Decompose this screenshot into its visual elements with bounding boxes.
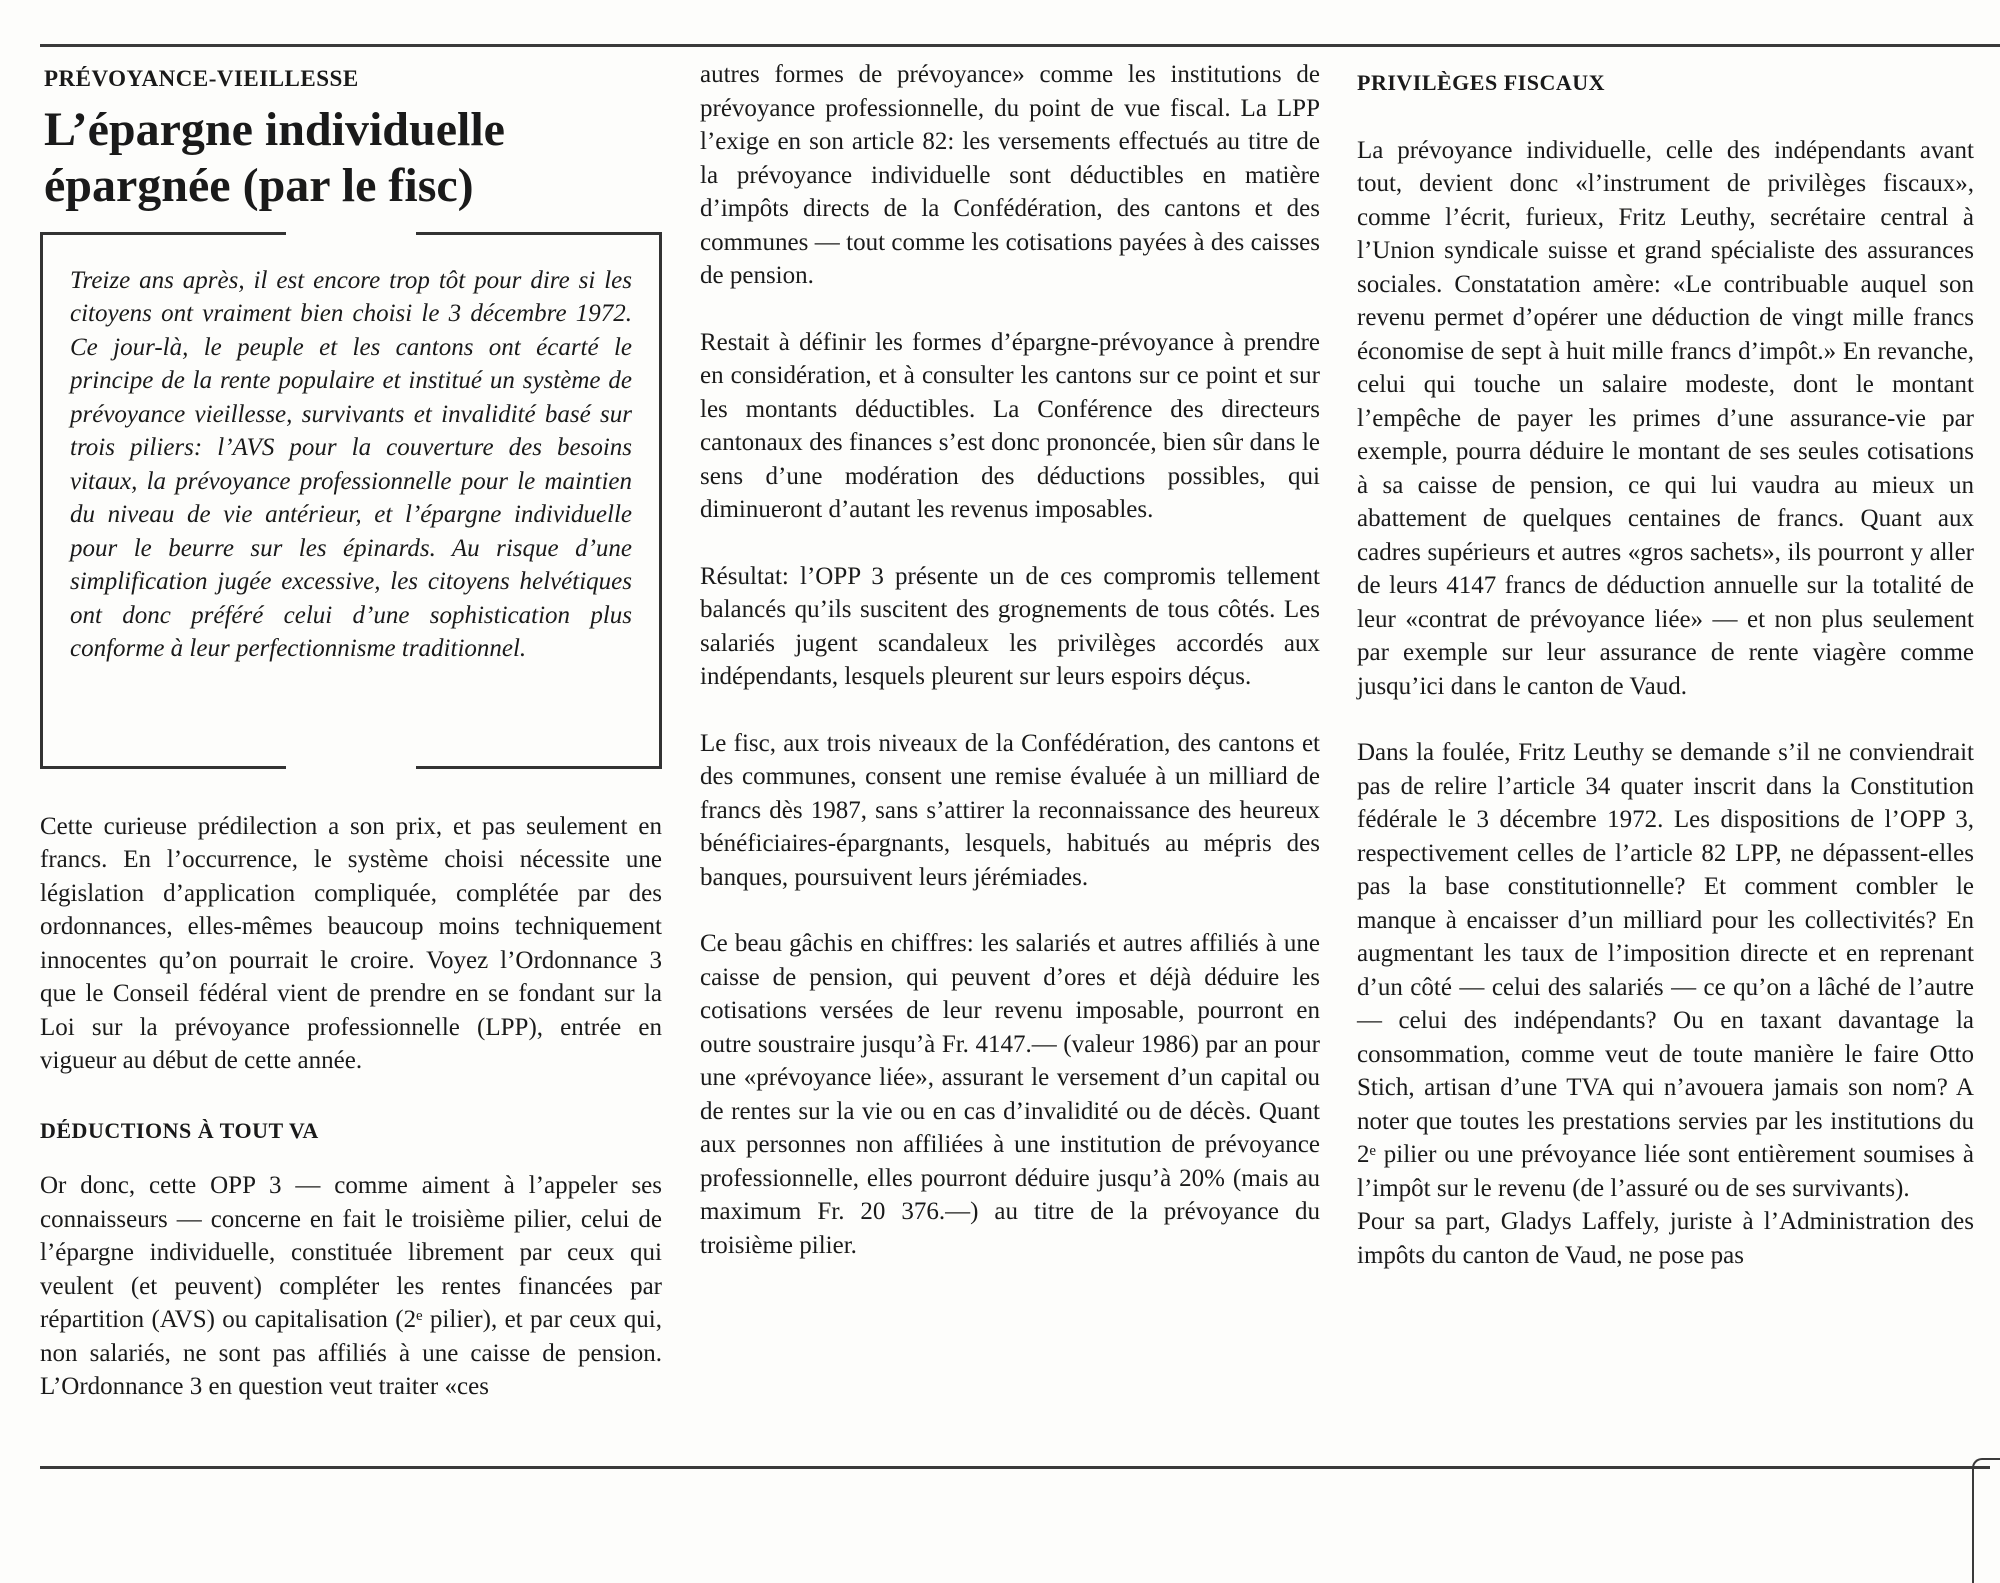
headline-line-2: épargnée (par le fisc): [44, 158, 474, 212]
top-rule: [40, 44, 2000, 47]
lead-box: [40, 232, 662, 782]
bottom-rule: [40, 1466, 1990, 1469]
subheading-deductions: DÉDUCTIONS À TOUT VA: [40, 1117, 319, 1143]
box-border-top-left: [40, 232, 286, 235]
box-border-bottom-left: [40, 766, 286, 769]
paragraph: La prévoyance individuelle, celle des indépendants avant tout, devient donc «l’instrument de privilèges fiscaux», comme l’écrit, furieux, Fritz Leuthy, secrétaire central à l’Union syndicale suisse et grand spécialiste des assurances sociales. Constatation amère: «Le contribuable auquel son revenu permet d’opérer une déduction de vingt mille francs économise de sept à huit mille francs d’impôt.» En revanche, celui qui touche un salaire modeste, dont le montant l’empêche de payer les primes d’une assurance-vie par exemple, pourra déduire le montant de ses seules cotisations à sa caisse de pension, ce qui lui vaudra au mieux un abattement de quelques centaines de francs. Quant aux cadres supérieurs et autres «gros sachets», ils pourront y aller de leurs 4147 francs de déduction annuelle sur la totalité de leur «contrat de prévoyance liée» — et non plus seulement par exemple sur leur assurance de rente viagère comme jusqu’ici dans le canton de Vaud.: [1357, 136, 1974, 700]
box-border-bottom-right: [416, 766, 662, 769]
section-kicker: PRÉVOYANCE-VIEILLESSE: [44, 66, 359, 91]
paragraph: Or donc, cette OPP 3 — comme aiment à l’appeler ses connaisseurs — concerne en fait le troisième pilier, celui de l’épargne individuelle, constituée librement par ceux qui veulent (et peuvent) compléter les rentes financées par répartition (AVS) ou capitalisation (2ᵉ pilier), et par ceux qui, non salariés, ne sont pas affiliés à une caisse de pension. L’Ordonnance 3 en question veut traiter «ces: [40, 1172, 662, 1400]
paragraph: Résultat: l’OPP 3 présente un de ces compromis tellement balancés qu’ils suscitent des grognements de tous côtés. Les salariés jugent scandaleux les privilèges accordés aux indépendants, lesquels pleurent sur leurs espoirs déçus.: [700, 562, 1320, 690]
paragraph: Dans la foulée, Fritz Leuthy se demande s’il ne conviendrait pas de relire l’article 34 quater inscrit dans la Constitution fédérale le 3 décembre 1972. Les dispositions de l’OPP 3, respectivement celles de l’article 82 LPP, ne dépassent-elles pas la base constitutionnelle? Et comment combler le manque à encaisser d’un milliard pour les collectivités? En augmentant les taux de l’imposition directe et en reprenant d’un côté — celui des salariés — ce qu’on a lâché de l’autre — celui des indépendants? Ou en taxant davantage la consommation, comme veut de toute manière le faire Otto Stich, artisan d’une TVA qui n’avouera jamais son nom? A noter que toutes les prestations servies par les institutions du 2ᵉ pilier ou une prévoyance liée sont entièrement soumises à l’impôt sur le revenu (de l’assuré ou de ses survivants).: [1357, 739, 1974, 1202]
box-border-left: [40, 232, 43, 768]
box-border-right: [659, 232, 662, 768]
paragraph: Cette curieuse prédilection a son prix, et pas seulement en francs. En l’occurrence, le système choisi nécessite une législation d’application compliquée, complétée par des ordonnances, elles-mêmes beaucoup moins techniquement innocentes qu’on pourrait le croire. Voyez l’Ordonnance 3 que le Conseil fédéral vient de prendre en se fondant sur la Loi sur la prévoyance professionnelle (LPP), entrée en vigueur au début de cette année.: [40, 812, 662, 1074]
paragraph: Le fisc, aux trois niveaux de la Confédération, des cantons et des communes, consent une remise évaluée à un milliard de francs dès 1987, sans s’attirer la reconnaissance des heureux bénéficiaires-épargnants, lesquels, habitués au mépris des banques, poursuivent leurs jérémiades.: [700, 729, 1320, 891]
headline-line-1: L’épargne individuelle: [44, 102, 505, 156]
page-corner-mark: [1972, 1458, 2000, 1583]
box-border-top-right: [416, 232, 662, 235]
column-1: [40, 58, 662, 1404]
column-3: [1357, 62, 1974, 1272]
subheading-privileges: PRIVILÈGES FISCAUX: [1357, 70, 1605, 95]
paragraph: Ce beau gâchis en chiffres: les salariés et autres affiliés à une caisse de pension, qui peuvent d’ores et déjà déduire les cotisations versées de leur revenu imposable, pourront en outre soustraire jusqu’à Fr. 4147.— (valeur 1986) par an pour une «prévoyance liée», assurant le versement d’un capital ou de rentes sur la vie ou en cas d’invalidité ou de décès. Quant aux personnes non affiliées à une institution de prévoyance professionnelle, elles pourront déduire jusqu’à 20% (mais au maximum Fr. 20 376.—) au titre de la prévoyance du troisième pilier.: [700, 930, 1320, 1259]
column-2: [700, 58, 1320, 1262]
paragraph: Pour sa part, Gladys Laffely, juriste à l’Administration des impôts du canton de Vaud, ne pose pas: [1357, 1208, 1974, 1269]
lead-text: Treize ans après, il est encore trop tôt pour dire si les citoyens ont vraiment bien choisi le 3 décembre 1972. Ce jour-là, le peuple et les cantons ont écarté le principe de la rente populaire et institué un système de prévoyance vieillesse, survivants et invalidité basé sur trois piliers: l’AVS pour la couverture des besoins vitaux, la prévoyance professionnelle pour le maintien du niveau de vie antérieur, et l’épargne individuelle pour le beurre sur les épinards. Au risque d’une simplification jugée excessive, les citoyens helvétiques ont donc préféré celui d’une sophistication plus conforme à leur perfectionnisme traditionnel.: [70, 266, 632, 662]
paragraph: autres formes de prévoyance» comme les institutions de prévoyance professionnelle, du point de vue fiscal. La LPP l’exige en son article 82: les versements effectués au titre de la prévoyance individuelle sont déductibles en matière d’impôts directs de la Confédération, des cantons et des communes — tout comme les cotisations payées à des caisses de pension.: [700, 61, 1320, 289]
article-headline: [44, 102, 662, 214]
paragraph: Restait à définir les formes d’épargne-prévoyance à prendre en considération, et à consulter les cantons sur ce point et sur les montants déductibles. La Conférence des directeurs cantonaux des finances s’est donc prononcée, bien sûr dans le sens d’une modération des déductions possibles, qui diminueront d’autant les revenus imposables.: [700, 328, 1320, 523]
